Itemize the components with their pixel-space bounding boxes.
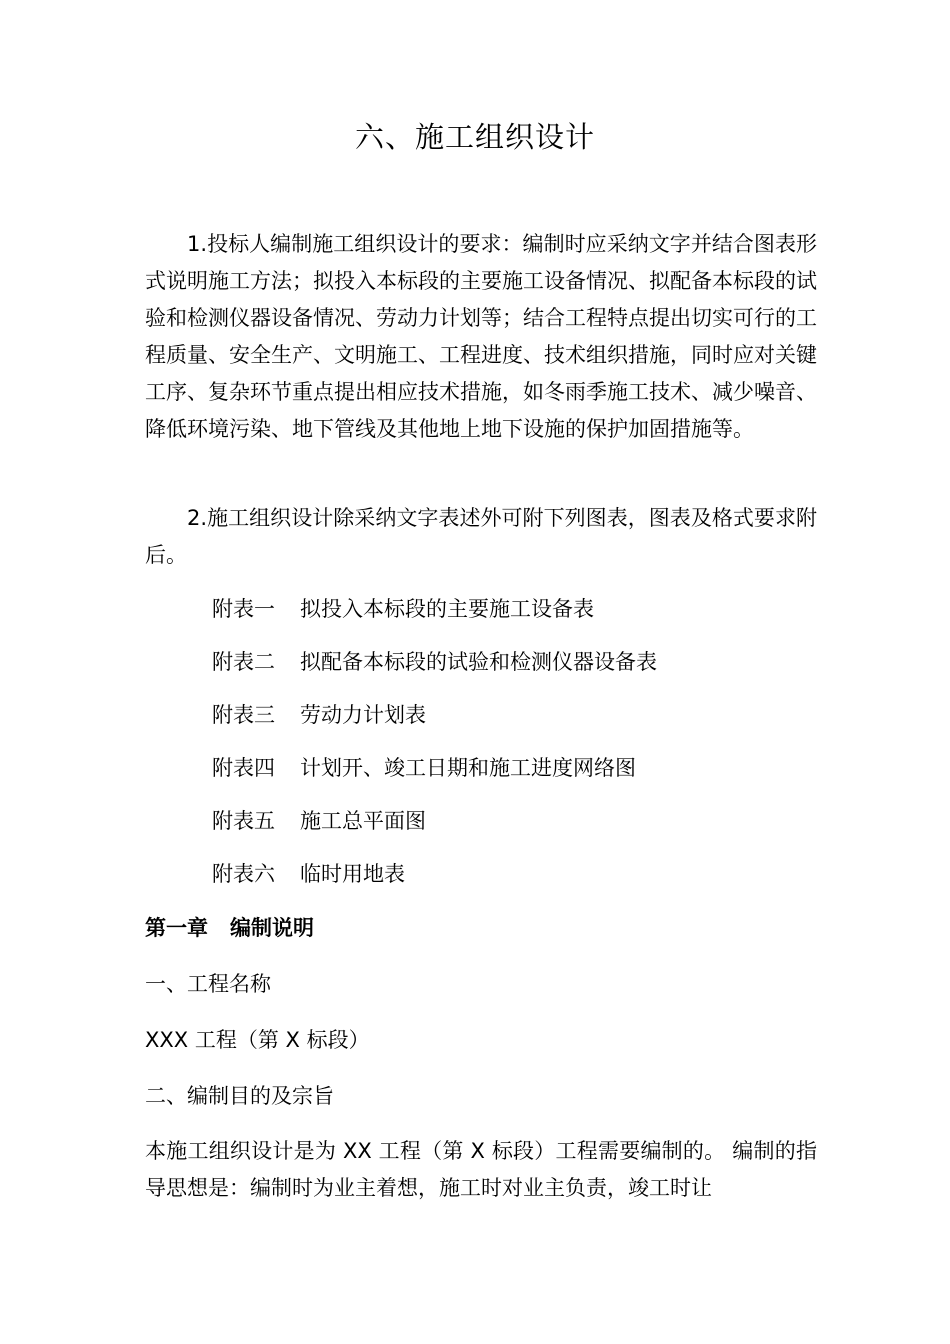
appendix-label: 附表五 — [212, 809, 275, 833]
appendix-item — [212, 700, 812, 730]
appendix-text: 拟投入本标段的主要施工设备表 — [300, 597, 594, 621]
appendix-label: 附表一 — [212, 597, 275, 621]
appendix-text: 计划开、竣工日期和施工进度网络图 — [300, 756, 636, 780]
section-heading-project-name: 一、工程名称 — [145, 972, 271, 996]
appendix-text: 劳动力计划表 — [300, 703, 426, 727]
appendix-item — [212, 753, 812, 783]
appendix-label: 附表六 — [212, 862, 275, 886]
appendix-text: 临时用地表 — [300, 862, 405, 886]
requirements-paragraph: 1.投标人编制施工组织设计的要求：编制时应采纳文字并结合图表形式说明施工方法；拟投入本标段的主要施工设备情况、拟配备本标段的试验和检测仪器设备情况、劳动力计划等；结合工程特点提出切实可行的工程质量、安全生产、文明施工、工程进度、技术组织措施，同时应对关键工序、复杂环节重点提出相应技术措施，如冬雨季施工技术、减少噪音、降低环境污染、地下管线及其他地上地下设施的保护加固措施等。 — [145, 232, 817, 441]
project-name-text: XXX 工程（第 X 标段） — [145, 1028, 370, 1052]
appendix-text: 拟配备本标段的试验和检测仪器设备表 — [300, 650, 657, 674]
chapter-title: 编制说明 — [230, 916, 314, 940]
chapter-heading — [145, 913, 817, 943]
appendix-item — [212, 806, 812, 836]
appendix-label: 附表四 — [212, 756, 275, 780]
section-heading-purpose: 二、编制目的及宗旨 — [145, 1084, 334, 1108]
appendix-item — [212, 594, 812, 624]
purpose-paragraph: 本施工组织设计是为 XX 工程（第 X 标段）工程需要编制的。 编制的指导思想是：编制时为业主着想，施工时对业主负责，竣工时让 — [145, 1139, 817, 1200]
appendix-item — [212, 859, 812, 889]
chapter-number: 第一章 — [145, 916, 208, 940]
appendix-label: 附表三 — [212, 703, 275, 727]
appendix-text: 施工总平面图 — [300, 809, 426, 833]
appendix-label: 附表二 — [212, 650, 275, 674]
appendix-intro-paragraph: 2.施工组织设计除采纳文字表述外可附下列图表，图表及格式要求附后。 — [145, 506, 817, 567]
appendix-item — [212, 647, 812, 677]
page-title: 六、施工组织设计 — [354, 120, 595, 154]
